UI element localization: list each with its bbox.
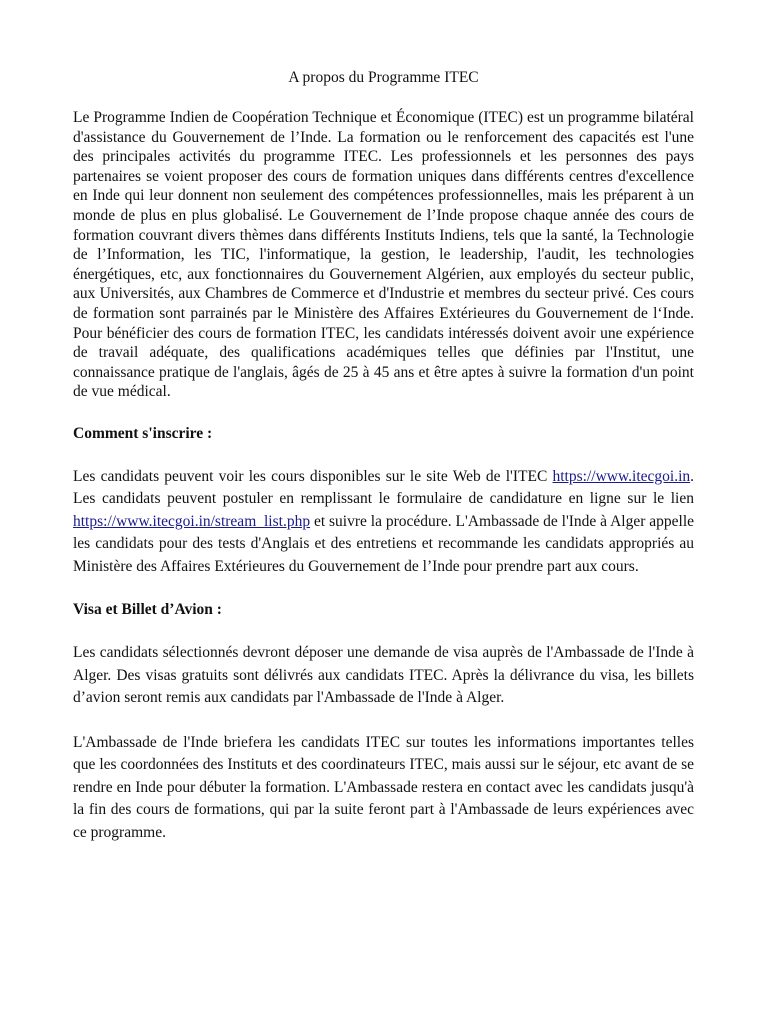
itec-website-link[interactable]: https://www.itecgoi.in: [552, 467, 691, 485]
inscription-text-2: . Les candidats peuvent postuler en remplissant le formulaire de candidature en ligne sur le lien: [73, 467, 694, 508]
heading-visa: Visa et Billet d’Avion :: [73, 601, 222, 619]
document-page: [73, 68, 694, 844]
inscription-text-3: et suivre la procédure. L'Ambassade de l'Inde à Alger appelle les candidats pour des tests d'Anglais et des entretiens et recommande les candidats appropriés au Ministère des Affaires Extérieures du Gouvernement de l’Inde pour prendre part aux cours.: [73, 512, 694, 575]
document-title: A propos du Programme ITEC: [288, 69, 479, 86]
heading-inscription: Comment s'inscrire :: [73, 424, 213, 442]
inscription-text-1: Les candidats peuvent voir les cours disponibles sur le site Web de l'ITEC: [73, 467, 553, 485]
inscription-paragraph: [73, 466, 694, 579]
intro-paragraph: Le Programme Indien de Coopération Technique et Économique (ITEC) est un programme bilatéral d'assistance du Gouvernement de l’Inde. La formation ou le renforcement des capacités est l'une des principales activités du programme ITEC. Les professionnels et les personnes des pays partenaires se voient proposer des cours de formation uniques dans différents centres d'excellence en Inde qui leur donnent non seulement des compétences professionnelles, mais les préparent à un monde de plus en plus globalisé. Le Gouvernement de l’Inde propose chaque année des cours de formation couvrant divers thèmes dans différents Instituts Indiens, tels que la santé, la Technologie de l’Information, les TIC, l'informatique, la gestion, le leadership, l'audit, les technologies énergétiques, etc, aux fonctionnaires du Gouvernement Algérien, aux employés du secteur public, aux Universités, aux Chambres de Commerce et d'Industrie et membres du secteur privé. Ces cours de formation sont parrainés par le Ministère des Affaires Extérieures du Gouvernement de l‘Inde. Pour bénéficier des cours de formation ITEC, les candidats intéressés doivent avoir une expérience de travail adéquate, des qualifications académiques telles que définies par l'Institut, une connaissance pratique de l'anglais, âgés de 25 à 45 ans et être aptes à suivre la formation d'un point de vue médical.: [73, 109, 694, 401]
visa-paragraph: Les candidats sélectionnés devront déposer une demande de visa auprès de l'Ambassade de l'Inde à Alger. Des visas gratuits sont délivrés aux candidats ITEC. Après la délivrance du visa, les billets d’avion seront remis aux candidats par l'Ambassade de l'Inde à Alger.: [73, 644, 694, 707]
itec-stream-list-link[interactable]: https://www.itecgoi.in/stream_list.php: [73, 512, 311, 530]
briefing-paragraph: L'Ambassade de l'Inde briefera les candidats ITEC sur toutes les informations importantes telles que les coordonnées des Instituts et des coordinateurs ITEC, mais aussi sur le séjour, etc avant de se rendre en Inde pour débuter la formation. L'Ambassade restera en contact avec les candidats jusqu'à la fin des cours de formations, qui par la suite feront part à l'Ambassade de leurs expériences avec ce programme.: [73, 733, 694, 841]
